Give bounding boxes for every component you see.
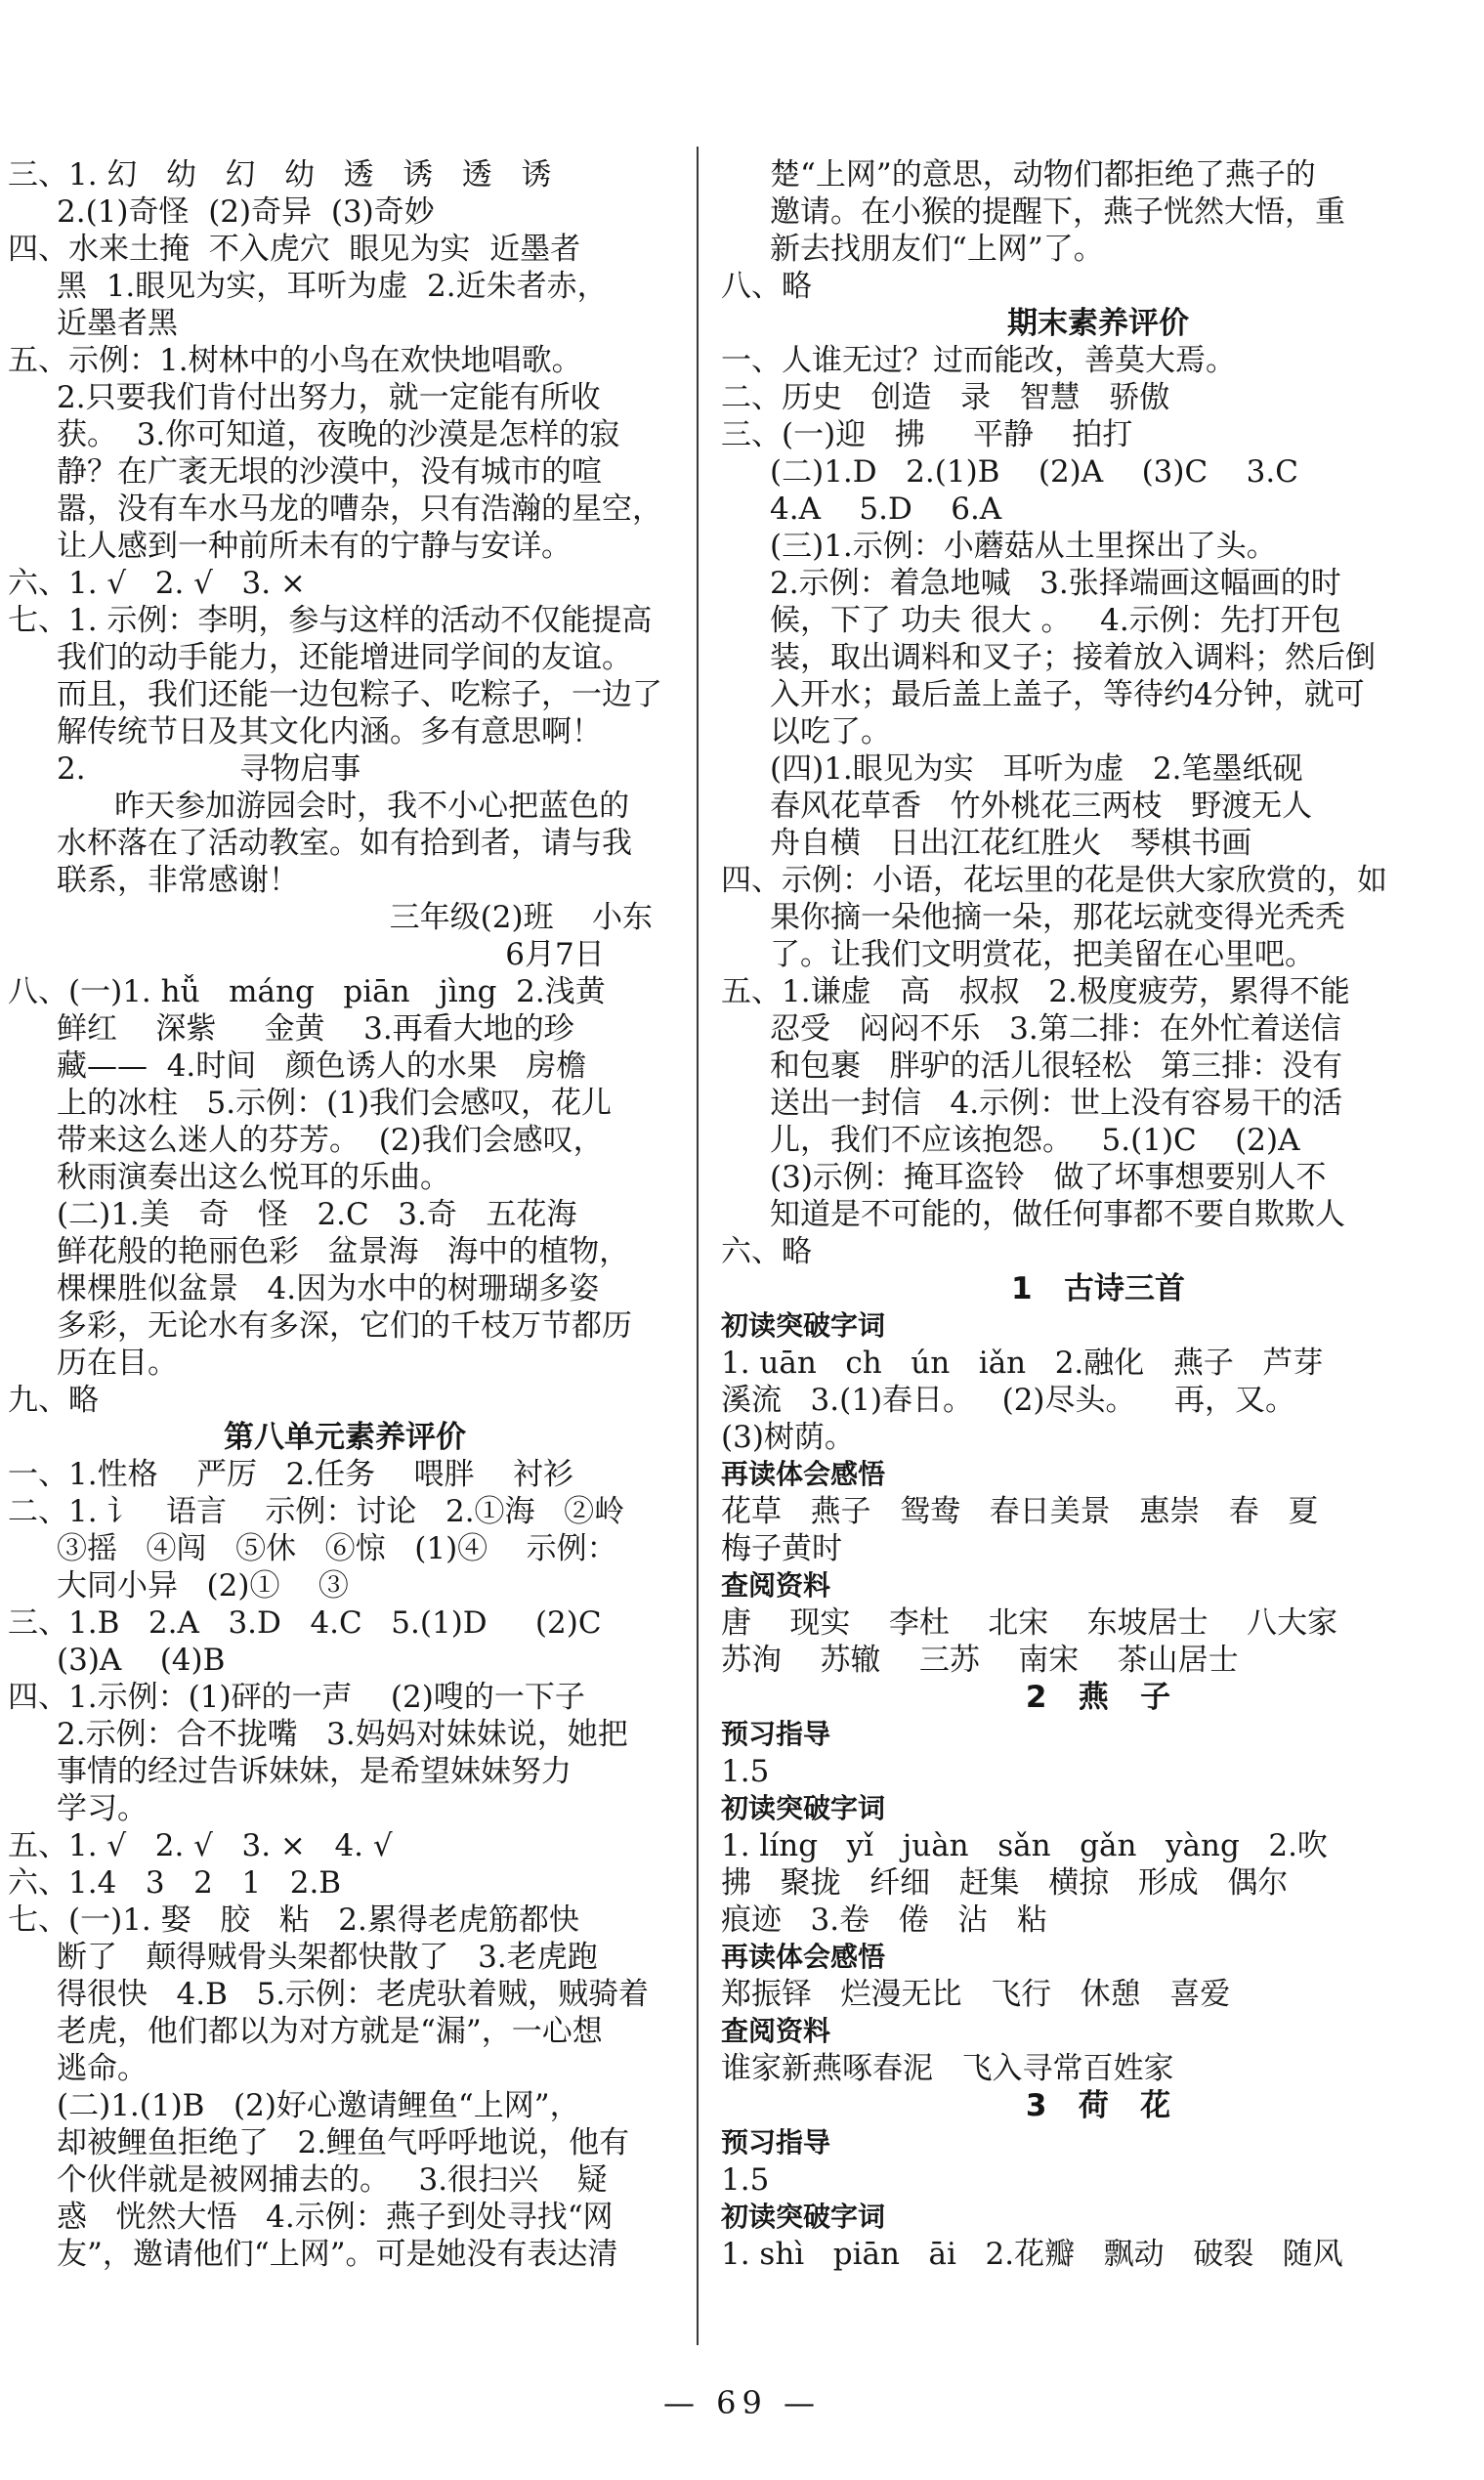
right-answer-line: 八、略 — [721, 269, 812, 304]
right-answer-line: (二)1.D 2.(1)B (2)A (3)C 3.C — [770, 454, 1298, 490]
left-answer-line: 水杯落在了活动教室。如有拾到者，请与我 — [57, 826, 632, 861]
left-answer-line: 逃命。 — [57, 2051, 148, 2086]
left-answer-line: 惑 恍然大悟 4.示例：燕子到处寻找“网 — [57, 2200, 614, 2235]
right-answer-line: 溪流 3.(1)春日。 (2)尽头。 再，又。 — [721, 1383, 1295, 1418]
left-answer-line: (二)1.(1)B (2)好心邀请鲤鱼“上网”， — [57, 2088, 580, 2123]
right-answer-line: 果你摘一朵他摘一朵，那花坛就变得光秃秃 — [770, 900, 1345, 935]
right-answer-line: 唐 现实 李杜 北宋 东坡居士 八大家 — [721, 1605, 1338, 1641]
left-answer-line: 五、示例：1.树林中的小鸟在欢快地唱歌。 — [8, 343, 582, 378]
right-answer-line: 苏洵 苏辙 三苏 南宋 茶山居士 — [721, 1643, 1239, 1678]
left-answer-line: 四、1.示例：(1)砰的一声 (2)嗖的一下子 — [8, 1680, 585, 1715]
left-answer-line: 六、1.4 3 2 1 2.B — [8, 1865, 342, 1901]
left-answer-line: 而且，我们还能一边包粽子、吃粽子，一边了 — [57, 677, 662, 712]
right-answer-line: (3)示例：掩耳盗铃 做了坏事想要别人不 — [770, 1160, 1327, 1195]
right-subsection-label: 初读突破字词 — [721, 1309, 886, 1342]
right-answer-line: 春风花草香 竹外桃花三两枝 野渡无人 — [770, 789, 1313, 824]
right-answer-line: 忍受 闷闷不乐 3.第二排：在外忙着送信 — [770, 1011, 1341, 1047]
left-answer-line: 黑 1.眼见为实，耳听为虚 2.近朱者赤， — [57, 269, 608, 304]
right-answer-line: 和包裹 胖驴的活儿很轻松 第三排：没有 — [770, 1048, 1343, 1084]
right-subsection-label: 预习指导 — [721, 2126, 831, 2159]
right-section-title: 1 古诗三首 — [1011, 1271, 1185, 1306]
left-answer-line: (3)A (4)B — [57, 1643, 226, 1678]
left-answer-line: 友”，邀请他们“上网”。可是她没有表达清 — [57, 2237, 618, 2272]
left-answer-line: 却被鲤鱼拒绝了 2.鲤鱼气呼呼地说，他有 — [57, 2125, 630, 2160]
right-answer-line: 4.A 5.D 6.A — [770, 492, 1002, 527]
right-answer-line: (3)树荫。 — [721, 1420, 855, 1455]
right-answer-line: 了。让我们文明赏花，把美留在心里吧。 — [770, 937, 1315, 972]
left-answer-line: 让人感到一种前所未有的宁静与安详。 — [57, 529, 572, 564]
right-answer-line: (四)1.眼见为实 耳听为虚 2.笔墨纸砚 — [770, 751, 1303, 787]
right-answer-line: 郑振铎 烂漫无比 飞行 休憩 喜爱 — [721, 1977, 1231, 2012]
left-answer-line: 八、(一)1. hǚ máng piān jìng 2.浅黄 — [8, 974, 606, 1009]
left-answer-line: 棵棵胜似盆景 4.因为水中的树珊瑚多姿 — [57, 1271, 600, 1306]
left-answer-line: 上的冰柱 5.示例：(1)我们会感叹，花儿 — [57, 1086, 613, 1121]
right-answer-line: 六、略 — [721, 1234, 812, 1269]
right-column — [721, 156, 1475, 2273]
right-answer-line: 邀请。在小猴的提醒下，燕子恍然大悟，重 — [770, 194, 1345, 230]
left-answer-line: 四、水来土掩 不入虎穴 眼见为实 近墨者 — [8, 232, 581, 267]
left-section-title: 第八单元素养评价 — [224, 1420, 466, 1455]
right-subsection-label: 查阅资料 — [721, 1569, 831, 1602]
right-answer-line: 梅子黄时 — [721, 1531, 842, 1566]
left-answer-line: 带来这么迷人的芬芳。 (2)我们会感叹， — [57, 1123, 604, 1158]
right-answer-line: 送出一封信 4.示例：世上没有容易干的活 — [770, 1086, 1343, 1121]
right-answer-line: 谁家新燕啄春泥 飞入寻常百姓家 — [721, 2051, 1174, 2086]
left-answer-line: 嚣，没有车水马龙的嘈杂，只有浩瀚的星空， — [57, 492, 662, 527]
right-answer-line: 花草 燕子 鸳鸯 春日美景 惠崇 春 夏 — [721, 1494, 1319, 1529]
left-answer-line: 事情的经过告诉妹妹，是希望妹妹努力 — [57, 1754, 572, 1789]
right-answer-line: 儿，我们不应该抱怨。 5.(1)C (2)A — [770, 1123, 1300, 1158]
left-answer-line: 解传统节日及其文化内涵。多有意思啊！ — [57, 714, 602, 749]
right-section-title: 3 荷 花 — [1025, 2088, 1171, 2123]
right-answer-line: 以吃了。 — [770, 714, 891, 749]
left-answer-line: 七、1. 示例：李明，参与这样的活动不仅能提高 — [8, 603, 653, 638]
right-section-title: 2 燕 子 — [1025, 1680, 1171, 1715]
left-answer-line: 老虎，他们都以为对方就是“漏”，一心想 — [57, 2014, 603, 2049]
left-answer-line: 2.(1)奇怪 (2)奇异 (3)奇妙 — [57, 194, 435, 230]
left-answer-line: 五、1. √ 2. √ 3. × 4. √ — [8, 1828, 393, 1863]
left-answer-line: (二)1.美 奇 怪 2.C 3.奇 五花海 — [57, 1197, 577, 1232]
right-answer-line: 舟自横 日出江花红胜火 琴棋书画 — [770, 826, 1252, 861]
right-subsection-label: 初读突破字词 — [721, 1792, 886, 1824]
left-answer-line: 获。 3.你可知道，夜晚的沙漠是怎样的寂 — [57, 417, 620, 452]
right-answer-line: 1. shì piān āi 2.花瓣 飘动 破裂 随风 — [721, 2237, 1343, 2272]
left-answer-line: 联系，非常感谢！ — [57, 863, 299, 898]
left-answer-line: 得很快 4.B 5.示例：老虎驮着贼，贼骑着 — [57, 1977, 650, 2012]
left-answer-line: 鲜红 深紫 金黄 3.再看大地的珍 — [57, 1011, 574, 1047]
left-answer-line: 七、(一)1. 娶 胶 粘 2.累得老虎筋都快 — [8, 1903, 579, 1938]
right-subsection-label: 再读体会感悟 — [721, 1458, 886, 1490]
left-answer-line: 一、1.性格 严厉 2.任务 喂胖 衬衫 — [8, 1457, 573, 1492]
left-answer-line: 断了 颠得贼骨头架都快散了 3.老虎跑 — [57, 1940, 598, 1975]
left-answer-line: 鲜花般的艳丽色彩 盆景海 海中的植物， — [57, 1234, 630, 1269]
left-answer-line: 我们的动手能力，还能增进同学间的友谊。 — [57, 640, 632, 675]
left-answer-line: 多彩，无论水有多深，它们的千枝万节都历 — [57, 1308, 632, 1344]
right-subsection-label: 预习指导 — [721, 1718, 831, 1750]
left-answer-line: 个伙伴就是被网捕去的。 3.很扫兴 疑 — [57, 2162, 608, 2198]
left-answer-line: 六、1. √ 2. √ 3. × — [8, 566, 306, 601]
page-number: — 69 — — [662, 2384, 822, 2421]
right-answer-line: 三、(一)迎 拂 平静 拍打 — [721, 417, 1133, 452]
right-answer-line: 楚“上网”的意思，动物们都拒绝了燕子的 — [770, 157, 1316, 192]
left-answer-line: 近墨者黑 — [57, 306, 178, 341]
left-answer-line: 二、1. 讠 语言 示例：讨论 2.①海 ②岭 — [8, 1494, 625, 1529]
left-answer-line: ③摇 ④闯 ⑤休 ⑥惊 (1)④ 示例： — [57, 1531, 617, 1566]
left-answer-line: 大同小异 (2)① ③ — [57, 1568, 349, 1603]
right-answer-line: 二、历史 创造 录 智慧 骄傲 — [721, 380, 1170, 415]
right-answer-line: (三)1.示例：小蘑菇从土里探出了头。 — [770, 529, 1277, 564]
right-answer-line: 新去找朋友们“上网”了。 — [770, 232, 1104, 267]
column-divider — [697, 147, 699, 2345]
left-answer-line: 静？在广袤无垠的沙漠中，没有城市的喧 — [57, 454, 602, 490]
left-answer-line: 九、略 — [8, 1383, 99, 1418]
left-answer-line: 6月7日 — [505, 937, 653, 972]
right-answer-line: 1.5 — [721, 2162, 770, 2198]
right-section-title: 期末素养评价 — [1007, 306, 1189, 341]
left-answer-line: 历在目。 — [57, 1346, 178, 1381]
left-answer-line: 昨天参加游园会时，我不小心把蓝色的 — [57, 789, 630, 824]
left-answer-line: 2. 寻物启事 — [57, 751, 361, 787]
right-answer-line: 五、1.谦虚 高 叔叔 2.极度疲劳，累得不能 — [721, 974, 1350, 1009]
right-answer-line: 1. uān ch ún iǎn 2.融化 燕子 芦芽 — [721, 1346, 1324, 1381]
right-answer-line: 一、人谁无过？过而能改，善莫大焉。 — [721, 343, 1236, 378]
right-subsection-label: 再读体会感悟 — [721, 1941, 886, 1973]
right-subsection-label: 初读突破字词 — [721, 2201, 886, 2233]
right-subsection-label: 查阅资料 — [721, 2015, 831, 2047]
right-answer-line: 装，取出调料和叉子；接着放入调料；然后倒 — [770, 640, 1376, 675]
right-answer-line: 1. líng yǐ juàn sǎn gǎn yàng 2.吹 — [721, 1828, 1328, 1863]
right-answer-line: 2.示例：着急地喊 3.张择端画这幅画的时 — [770, 566, 1341, 601]
left-answer-line: 藏—— 4.时间 颜色诱人的水果 房檐 — [57, 1048, 587, 1084]
right-answer-line: 拂 聚拢 纤细 赶集 横掠 形成 偶尔 — [721, 1865, 1289, 1901]
left-answer-line: 秋雨演奏出这么悦耳的乐曲。 — [57, 1160, 450, 1195]
left-answer-line: 三、1. 幻 幼 幻 幼 透 诱 透 诱 — [8, 157, 552, 192]
right-answer-line: 痕迹 3.卷 倦 沾 粘 — [721, 1903, 1047, 1938]
right-answer-line: 知道是不可能的，做任何事都不要自欺欺人 — [770, 1197, 1345, 1232]
right-answer-line: 入开水；最后盖上盖子，等待约4分钟，就可 — [770, 677, 1365, 712]
left-answer-line: 2.示例：合不拢嘴 3.妈妈对妹妹说，她把 — [57, 1717, 628, 1752]
left-answer-line: 学习。 — [57, 1791, 148, 1826]
right-answer-line: 候，下了 功夫 很大 。 4.示例：先打开包 — [770, 603, 1341, 638]
left-answer-line: 三、1.B 2.A 3.D 4.C 5.(1)D (2)C — [8, 1605, 602, 1641]
left-answer-line: 三年级(2)班 小东 — [389, 900, 653, 935]
left-column — [8, 156, 682, 2273]
left-answer-line: 2.只要我们肯付出努力，就一定能有所收 — [57, 380, 601, 415]
right-answer-line: 1.5 — [721, 1754, 770, 1789]
right-answer-line: 四、示例：小语，花坛里的花是供大家欣赏的，如 — [721, 863, 1387, 898]
